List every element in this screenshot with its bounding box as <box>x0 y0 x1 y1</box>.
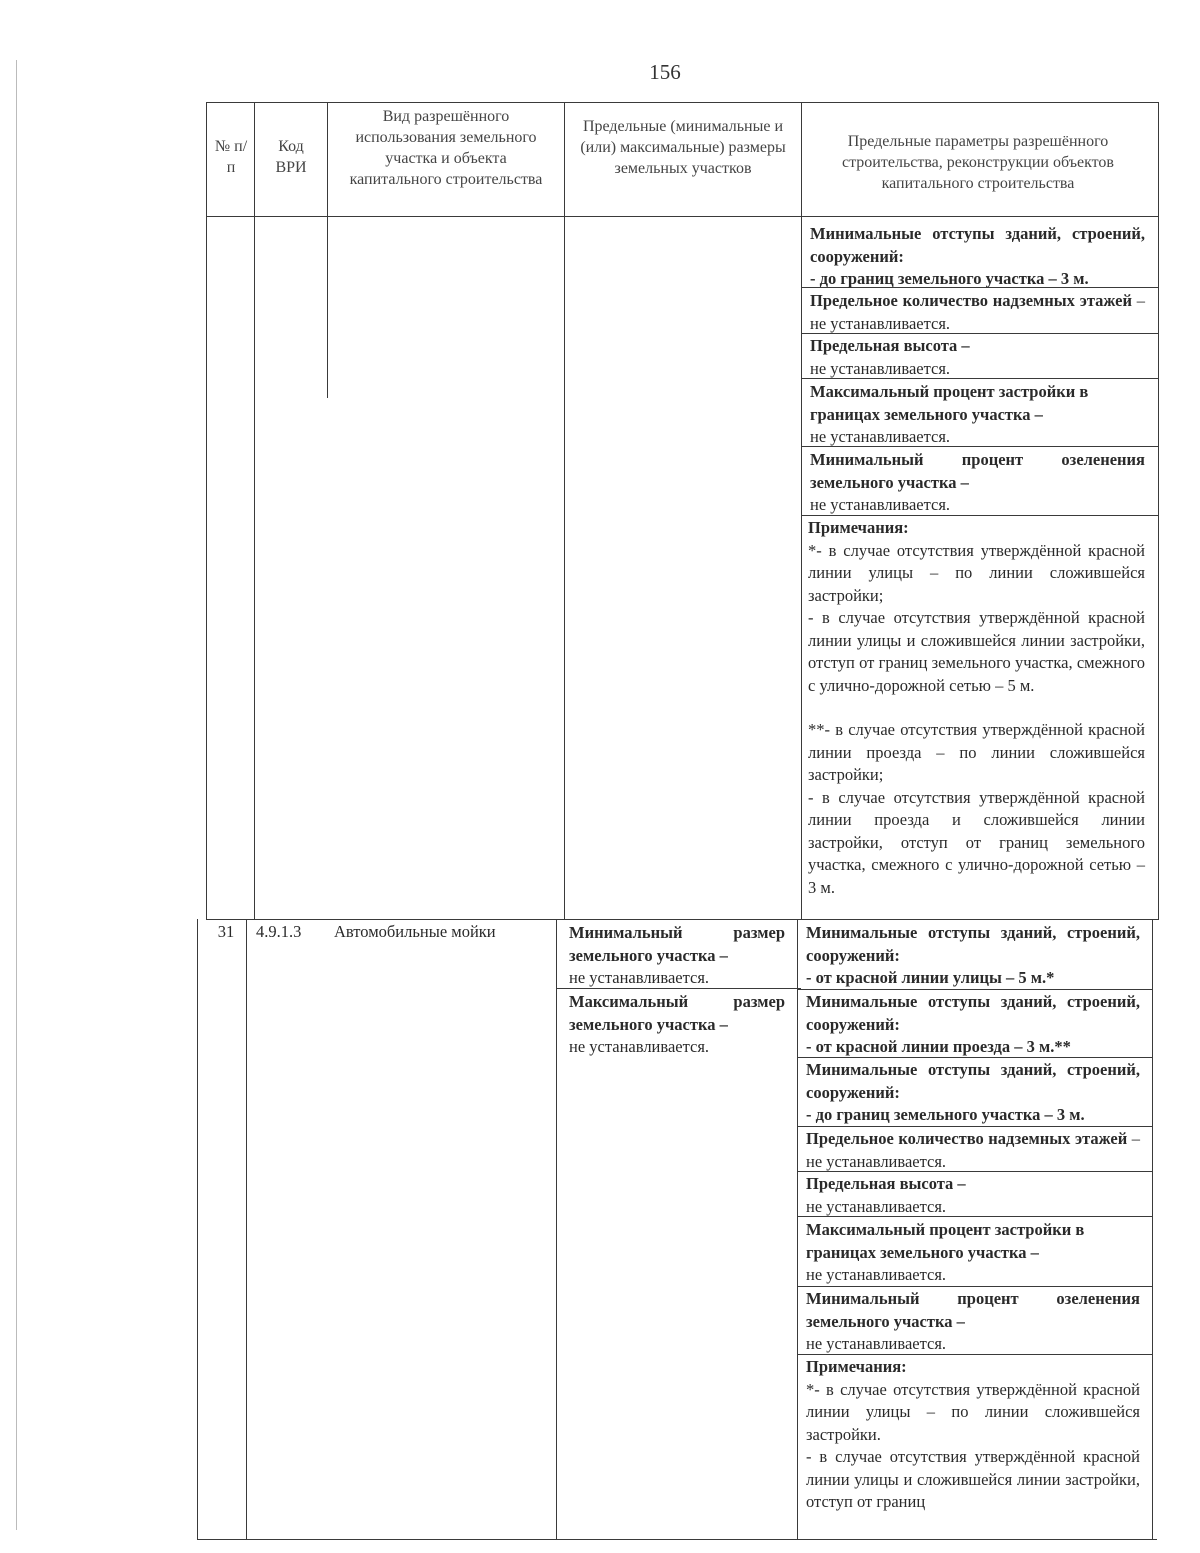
row31-floors <box>806 1128 1140 1173</box>
cont-note-2a: **- в случае отсутствия утверждённой красной линии проезда – по линии сложившейся застройки; <box>808 720 1145 784</box>
row31-setback-passage <box>806 991 1140 1059</box>
cont-height-value: не устанавливается. <box>810 358 951 378</box>
row31-notes <box>806 1356 1140 1514</box>
cont-setback-block <box>810 223 1145 291</box>
row31-floors-value: – не устанавливается. <box>806 1129 1140 1171</box>
row31-setback-passage-title: Минимальные отступы зданий, строений, сооружений: <box>806 992 1140 1034</box>
cont-height-title: Предельная высота – <box>810 336 970 355</box>
cont-green-pct-title: Минимальный процент озеленения земельного участка – <box>810 450 1145 492</box>
cont-floors-title: Предельное количество надземных этажей <box>810 291 1132 310</box>
row31-note-1b: - в случае отсутствия утверждённой красной линии улицы и сложившейся линии застройки, отступ от границ <box>806 1447 1140 1511</box>
row31-setback-passage-value: - от красной линии проезда – 3 м.** <box>806 1037 1071 1056</box>
cont-build-pct-value: не устанавливается. <box>810 427 951 446</box>
row31-num: 31 <box>217 922 235 941</box>
row31-build-pct-value: не устанавливается. <box>806 1265 947 1284</box>
row31-build-pct <box>806 1219 1140 1287</box>
row31-green-pct-title: Минимальный процент озеленения земельного участка – <box>806 1289 1140 1331</box>
header-use: Вид разрешённого использования земельного участка и объекта капитального строительства <box>349 108 543 188</box>
row31-min-size-title: Минимальный размер земельного участка – <box>569 923 785 965</box>
row31-setback-border-value: - до границ земельного участка – 3 м. <box>806 1105 1085 1124</box>
cont-note-1b: - в случае отсутствия утверждённой красной линии улицы и сложившейся линии застройки, отступ от границ земельного участка, смежного с улично-дорожной сетью – 5 м. <box>808 608 1145 695</box>
header-size: Предельные (минимальные и (или) максимальные) размеры земельных участков <box>580 118 786 177</box>
cont-build-pct-block <box>810 381 1145 449</box>
row31-min-size <box>569 922 785 990</box>
row31-code: 4.9.1.3 <box>256 922 302 941</box>
header-code: Код ВРИ <box>275 138 307 176</box>
row31-note-1a: *- в случае отсутствия утверждённой красной линии улицы – по линии сложившейся застройки. <box>806 1379 1140 1444</box>
row31-height-title: Предельная высота – <box>806 1174 966 1193</box>
row31-max-size <box>569 991 785 1059</box>
cont-notes-title: Примечания: <box>808 518 909 537</box>
cont-green-pct-value: не устанавливается. <box>810 495 951 514</box>
row31-max-size-value: не устанавливается. <box>569 1037 710 1056</box>
cont-floors-value: – не устанавливается. <box>810 291 1145 333</box>
row31-notes-title: Примечания: <box>806 1357 907 1376</box>
cont-green-pct-block <box>810 449 1145 517</box>
cont-note-2b: - в случае отсутствия утверждённой красной линии проезда и сложившейся линии застройки, отступ от границ земельного участка, смежного с улично-дорожной сетью – 3 м. <box>808 787 1145 897</box>
row31-setback-border <box>806 1059 1140 1127</box>
cont-setback-value: - до границ земельного участка – 3 м. <box>810 269 1089 288</box>
row31-height <box>806 1173 1140 1218</box>
row31-floors-title: Предельное количество надземных этажей <box>806 1129 1128 1148</box>
row31-setback-border-title: Минимальные отступы зданий, строений, сооружений: <box>806 1060 1140 1102</box>
cont-note-1a: *- в случае отсутствия утверждённой красной линии улицы – по линии сложившейся застройки; <box>808 540 1145 605</box>
cont-setback-title: Минимальные отступы зданий, строений, сооружений: <box>810 224 1145 266</box>
header-params: Предельные параметры разрешённого строительства, реконструкции объектов капитального строительства <box>842 133 1114 192</box>
page-number: 156 <box>649 60 681 84</box>
row31-use: Автомобильные мойки <box>334 922 496 941</box>
cont-build-pct-title: Максимальный процент застройки в границах земельного участка – <box>810 382 1089 424</box>
cont-height-block <box>810 335 1145 380</box>
row31-height-value: не устанавливается. <box>806 1196 947 1216</box>
cont-floors-block <box>810 290 1145 335</box>
row31-setback-street <box>806 922 1140 990</box>
row31-setback-street-value: - от красной линии улицы – 5 м.* <box>806 968 1055 987</box>
header-num: № п/п <box>214 138 248 176</box>
row31-green-pct <box>806 1288 1140 1356</box>
cont-notes-block <box>808 517 1145 899</box>
row31-min-size-value: не устанавливается. <box>569 968 710 987</box>
row31-build-pct-title: Максимальный процент застройки в границах земельного участка – <box>806 1220 1085 1262</box>
scan-edge-line <box>16 60 17 1530</box>
row31-setback-street-title: Минимальные отступы зданий, строений, сооружений: <box>806 923 1140 965</box>
row31-max-size-title: Максимальный размер земельного участка – <box>569 992 785 1034</box>
row31-green-pct-value: не устанавливается. <box>806 1334 947 1353</box>
